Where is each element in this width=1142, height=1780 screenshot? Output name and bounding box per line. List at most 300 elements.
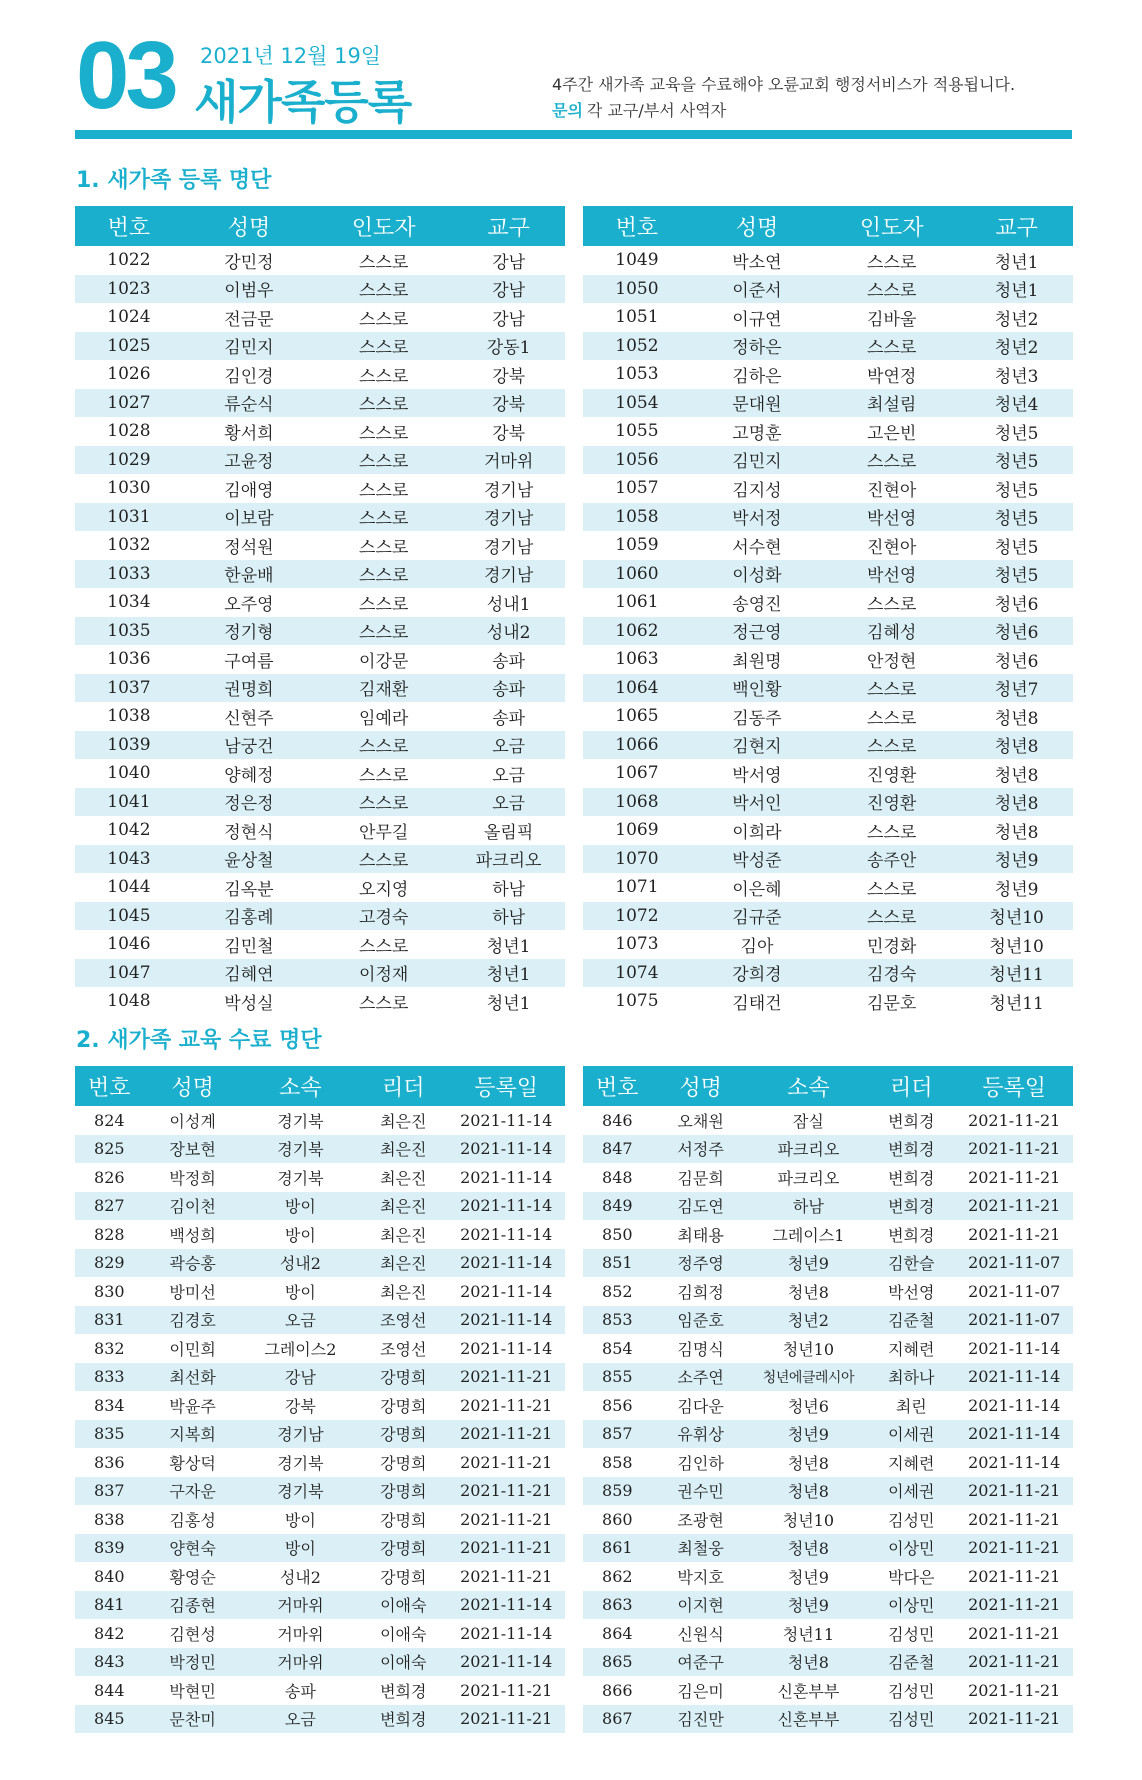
table-cell: 박서영 <box>732 765 782 786</box>
table-cell: 신원식 <box>677 1624 724 1644</box>
table-row <box>583 1477 1073 1506</box>
table-cell: 이규연 <box>732 309 782 330</box>
table-cell: 진영환 <box>867 765 917 786</box>
table-cell: 스스로 <box>867 594 917 615</box>
table-row <box>75 389 565 418</box>
table-cell: 파크리오 <box>777 1168 840 1188</box>
table-cell: 1057 <box>615 478 659 499</box>
table-cell: 2021-11-14 <box>460 1167 553 1187</box>
table-cell: 청년8 <box>960 731 1073 760</box>
table-cell: 류순식 <box>183 389 315 418</box>
table-cell: 2021-11-14 <box>968 1338 1061 1358</box>
table-cell: 청년8 <box>960 788 1073 817</box>
table-cell: 1069 <box>615 820 659 841</box>
table-cell: 2021-11-14 <box>447 1648 565 1677</box>
table-cell: 청년10 <box>989 936 1044 957</box>
inquiry-line <box>552 98 1072 124</box>
header-divider <box>75 130 1072 139</box>
table-cell: 스스로 <box>315 617 452 646</box>
table-cell: 양현숙 <box>144 1534 242 1563</box>
column-header: 리더 <box>867 1066 955 1106</box>
table-row <box>583 360 1073 389</box>
page-title: 새가족등록 <box>194 75 412 129</box>
table-cell: 855 <box>583 1363 652 1392</box>
table-row <box>75 845 565 874</box>
table-cell: 김문호 <box>867 993 917 1014</box>
table-cell: 황영순 <box>169 1567 216 1587</box>
table-cell: 김현성 <box>169 1624 216 1644</box>
table-cell: 변희경 <box>888 1168 935 1188</box>
table-row <box>75 446 565 475</box>
table-cell: 2021-11-21 <box>460 1566 553 1586</box>
table-header-row <box>583 1066 1073 1106</box>
table-cell: 849 <box>583 1192 652 1221</box>
table-row <box>75 1591 565 1620</box>
table-cell: 한윤배 <box>183 560 315 589</box>
table-cell: 조영선 <box>380 1339 427 1359</box>
table-cell: 거마위 <box>242 1648 360 1677</box>
table-cell: 스스로 <box>359 993 409 1014</box>
column-header: 등록일 <box>447 1066 565 1106</box>
table-cell: 844 <box>94 1680 125 1700</box>
table-cell: 민경화 <box>867 936 917 957</box>
table-cell: 842 <box>94 1623 125 1643</box>
table-cell: 2021-11-21 <box>460 1395 553 1415</box>
table-cell: 오금 <box>452 788 565 817</box>
table-cell: 오채원 <box>677 1111 724 1131</box>
table-row <box>583 1363 1073 1392</box>
registration-table-right <box>583 206 1073 1016</box>
table-cell: 백인황 <box>691 674 823 703</box>
table-cell: 조영선 <box>359 1306 447 1335</box>
table-cell: 최은진 <box>359 1192 447 1221</box>
completion-section-title: 2. 새가족 교육 수료 명단 <box>76 1028 322 1053</box>
table-cell: 전금문 <box>224 309 274 330</box>
table-cell: 스스로 <box>315 845 452 874</box>
table-cell: 스스로 <box>315 446 452 475</box>
table-cell: 2021-11-21 <box>955 1648 1073 1677</box>
table-row <box>75 1534 565 1563</box>
table-row <box>75 1648 565 1677</box>
table-cell: 청년8 <box>787 1453 829 1473</box>
table-cell: 김인하 <box>677 1453 724 1473</box>
table-cell: 김지성 <box>732 480 782 501</box>
table-cell: 강명희 <box>359 1363 447 1392</box>
table-cell: 1052 <box>583 332 691 361</box>
table-cell: 825 <box>75 1135 144 1164</box>
table-cell: 스스로 <box>315 503 452 532</box>
table-cell: 김현지 <box>691 731 823 760</box>
table-row <box>75 1192 565 1221</box>
table-cell: 2021-11-21 <box>955 1477 1073 1506</box>
table-row <box>583 1420 1073 1449</box>
table-cell: 1026 <box>107 364 151 385</box>
table-cell: 최철웅 <box>652 1534 750 1563</box>
table-cell: 이민희 <box>169 1339 216 1359</box>
table-cell: 강명희 <box>380 1510 427 1530</box>
table-cell: 1050 <box>583 275 691 304</box>
table-cell: 강북 <box>452 389 565 418</box>
table-cell: 848 <box>602 1167 633 1187</box>
table-row <box>75 1277 565 1306</box>
column-header: 소속 <box>242 1066 360 1106</box>
table-cell: 832 <box>94 1338 125 1358</box>
table-row <box>75 1106 565 1135</box>
table-cell: 김도연 <box>652 1192 750 1221</box>
table-cell: 강북 <box>492 423 526 444</box>
table-row <box>75 503 565 532</box>
table-cell: 2021-11-14 <box>968 1452 1061 1472</box>
table-cell: 862 <box>602 1566 633 1586</box>
table-cell: 김성민 <box>888 1681 935 1701</box>
table-cell: 2021-11-14 <box>460 1623 553 1643</box>
table-cell: 859 <box>583 1477 652 1506</box>
table-cell: 2021-11-14 <box>460 1338 553 1358</box>
table-cell: 이세권 <box>867 1420 955 1449</box>
table-cell: 강남 <box>492 309 526 330</box>
column-header: 인도자 <box>823 206 960 246</box>
table-cell: 경기남 <box>452 560 565 589</box>
table-cell: 신혼부부 <box>750 1705 868 1734</box>
table-row <box>583 1505 1073 1534</box>
table-cell: 박정민 <box>144 1648 242 1677</box>
section-number: 03 <box>76 22 175 129</box>
table-cell: 831 <box>75 1306 144 1335</box>
table-cell: 김애영 <box>224 480 274 501</box>
table-cell: 남궁건 <box>183 731 315 760</box>
table-cell: 2021-11-14 <box>955 1363 1073 1392</box>
table-cell: 박소연 <box>732 252 782 273</box>
table-cell: 1063 <box>615 649 659 670</box>
table-cell: 김한슬 <box>867 1249 955 1278</box>
table-row <box>75 1135 565 1164</box>
table-cell: 1029 <box>75 446 183 475</box>
table-cell: 소주연 <box>652 1363 750 1392</box>
table-cell: 정현식 <box>224 822 274 843</box>
table-cell: 성내2 <box>242 1249 360 1278</box>
table-row <box>75 873 565 902</box>
table-cell: 박연정 <box>867 366 917 387</box>
table-cell: 강명희 <box>380 1453 427 1473</box>
table-cell: 김아 <box>740 936 774 957</box>
table-cell: 최은진 <box>359 1249 447 1278</box>
table-cell: 이세권 <box>867 1477 955 1506</box>
table-row <box>583 731 1073 760</box>
table-cell: 2021-11-21 <box>447 1363 565 1392</box>
table-row <box>583 1448 1073 1477</box>
table-cell: 청년8 <box>750 1648 868 1677</box>
table-cell: 송주안 <box>823 845 960 874</box>
table-cell: 이상민 <box>867 1534 955 1563</box>
table-cell: 정주영 <box>652 1249 750 1278</box>
table-row <box>583 1676 1073 1705</box>
table-cell: 정하은 <box>691 332 823 361</box>
table-cell: 송파 <box>492 651 526 672</box>
table-cell: 2021-11-14 <box>968 1395 1061 1415</box>
table-row <box>583 303 1073 332</box>
table-cell: 고은빈 <box>867 423 917 444</box>
table-cell: 김명식 <box>677 1339 724 1359</box>
table-row <box>583 987 1073 1016</box>
table-cell: 이성계 <box>169 1111 216 1131</box>
table-cell: 스스로 <box>315 332 452 361</box>
table-cell: 857 <box>583 1420 652 1449</box>
table-cell: 청년5 <box>960 446 1073 475</box>
table-cell: 김바울 <box>867 309 917 330</box>
table-cell: 스스로 <box>823 902 960 931</box>
table-cell: 스스로 <box>359 480 409 501</box>
table-row <box>583 1277 1073 1306</box>
table-cell: 1068 <box>583 788 691 817</box>
table-cell: 이애숙 <box>359 1648 447 1677</box>
table-cell: 청년3 <box>994 366 1039 387</box>
table-cell: 1053 <box>615 364 659 385</box>
table-row <box>75 1220 565 1249</box>
table-cell: 852 <box>602 1281 633 1301</box>
table-cell: 스스로 <box>823 731 960 760</box>
table-cell: 861 <box>583 1534 652 1563</box>
table-cell: 스스로 <box>315 560 452 589</box>
table-cell: 최원명 <box>732 651 782 672</box>
table-cell: 조광현 <box>677 1510 724 1530</box>
table-cell: 김이천 <box>144 1192 242 1221</box>
table-cell: 청년1 <box>452 959 565 988</box>
table-cell: 정근영 <box>691 617 823 646</box>
table-row <box>583 332 1073 361</box>
table-cell: 최은진 <box>380 1225 427 1245</box>
table-cell: 이지현 <box>652 1591 750 1620</box>
table-cell: 이강문 <box>359 651 409 672</box>
table-cell: 837 <box>75 1477 144 1506</box>
table-cell: 청년2 <box>960 332 1073 361</box>
table-row <box>583 702 1073 731</box>
table-cell: 경기남 <box>484 537 534 558</box>
table-cell: 청년10 <box>782 1339 835 1359</box>
table-cell: 1033 <box>75 560 183 589</box>
table-cell: 스스로 <box>867 822 917 843</box>
table-row <box>583 1106 1073 1135</box>
table-cell: 이보람 <box>183 503 315 532</box>
table-cell: 그레이스1 <box>772 1225 845 1245</box>
table-cell: 1059 <box>615 535 659 556</box>
column-header: 번호 <box>583 1066 652 1106</box>
column-header: 성명 <box>652 1066 750 1106</box>
table-cell: 김은미 <box>677 1681 724 1701</box>
table-row <box>583 531 1073 560</box>
table-cell: 청년8 <box>787 1282 829 1302</box>
table-row <box>75 617 565 646</box>
table-row <box>583 645 1073 674</box>
table-cell: 방이 <box>242 1192 360 1221</box>
table-row <box>583 788 1073 817</box>
table-cell: 강동1 <box>452 332 565 361</box>
table-cell: 지혜련 <box>888 1453 935 1473</box>
table-cell: 1023 <box>75 275 183 304</box>
table-cell: 강명희 <box>359 1534 447 1563</box>
table-cell: 1044 <box>107 877 151 898</box>
table-cell: 방이 <box>284 1225 316 1245</box>
table-cell: 2021-11-14 <box>955 1420 1073 1449</box>
table-cell: 청년4 <box>960 389 1073 418</box>
table-cell: 청년2 <box>994 309 1039 330</box>
table-cell: 신혼부부 <box>777 1681 840 1701</box>
table-cell: 박지호 <box>677 1567 724 1587</box>
table-row <box>75 417 565 446</box>
table-cell: 김민지 <box>691 446 823 475</box>
table-cell: 최은진 <box>380 1282 427 1302</box>
table-cell: 김경호 <box>144 1306 242 1335</box>
table-cell: 최태용 <box>677 1225 724 1245</box>
table-row <box>75 1705 565 1734</box>
table-row <box>75 674 565 703</box>
table-row <box>583 1705 1073 1734</box>
table-cell: 청년8 <box>750 1477 868 1506</box>
table-cell: 2021-11-14 <box>447 1591 565 1620</box>
table-cell: 856 <box>602 1395 633 1415</box>
registration-table-left <box>75 206 565 1016</box>
table-cell: 양혜정 <box>224 765 274 786</box>
table-cell: 1048 <box>107 991 151 1012</box>
table-cell: 거마위 <box>242 1591 360 1620</box>
table-cell: 강남 <box>242 1363 360 1392</box>
table-cell: 1065 <box>615 706 659 727</box>
table-cell: 최설림 <box>823 389 960 418</box>
table-cell: 경기북 <box>277 1453 324 1473</box>
table-cell: 문대원 <box>691 389 823 418</box>
table-cell: 2021-11-21 <box>447 1534 565 1563</box>
table-cell: 최선화 <box>144 1363 242 1392</box>
table-cell: 진현아 <box>867 537 917 558</box>
column-header: 성명 <box>691 206 823 246</box>
table-cell: 이애숙 <box>380 1624 427 1644</box>
table-cell: 청년11 <box>782 1624 835 1644</box>
table-cell: 김문희 <box>677 1168 724 1188</box>
table-cell: 청년6 <box>994 594 1039 615</box>
completion-table-left <box>75 1066 565 1733</box>
table-cell: 최은진 <box>380 1168 427 1188</box>
table-cell: 1072 <box>583 902 691 931</box>
table-cell: 1035 <box>75 617 183 646</box>
table-cell: 853 <box>583 1306 652 1335</box>
table-header-row <box>75 1066 565 1106</box>
table-cell: 청년6 <box>787 1396 829 1416</box>
table-cell: 박선영 <box>823 560 960 589</box>
table-cell: 지복희 <box>144 1420 242 1449</box>
table-cell: 스스로 <box>823 446 960 475</box>
table-cell: 2021-11-14 <box>460 1224 553 1244</box>
table-cell: 1041 <box>75 788 183 817</box>
table-row <box>75 1249 565 1278</box>
table-cell: 김진만 <box>652 1705 750 1734</box>
table-row <box>583 1334 1073 1363</box>
table-cell: 1046 <box>107 934 151 955</box>
table-row <box>583 674 1073 703</box>
table-row <box>583 1648 1073 1677</box>
table-cell: 최은진 <box>380 1111 427 1131</box>
table-row <box>75 332 565 361</box>
table-cell: 1025 <box>75 332 183 361</box>
table-cell: 변희경 <box>867 1135 955 1164</box>
table-cell: 청년8 <box>750 1534 868 1563</box>
table-row <box>75 959 565 988</box>
table-cell: 1040 <box>107 763 151 784</box>
table-row <box>75 788 565 817</box>
table-row <box>583 959 1073 988</box>
table-cell: 청년5 <box>960 503 1073 532</box>
table-row <box>75 531 565 560</box>
table-cell: 최하나 <box>867 1363 955 1392</box>
table-cell: 2021-11-21 <box>460 1680 553 1700</box>
table-cell: 1058 <box>583 503 691 532</box>
table-cell: 스스로 <box>823 332 960 361</box>
table-cell: 866 <box>602 1680 633 1700</box>
table-cell: 박서인 <box>691 788 823 817</box>
table-cell: 정기형 <box>183 617 315 646</box>
table-row <box>583 1192 1073 1221</box>
registration-section-title: 1. 새가족 등록 명단 <box>76 168 272 193</box>
table-row <box>583 1135 1073 1164</box>
table-cell: 하남 <box>452 902 565 931</box>
notice-text: 4주간 새가족 교육을 수료해야 오륜교회 행정서비스가 적용됩니다. <box>552 75 1016 94</box>
column-header: 번호 <box>583 206 691 246</box>
table-cell: 청년1 <box>486 993 531 1014</box>
table-cell: 김혜성 <box>823 617 960 646</box>
table-cell: 1031 <box>75 503 183 532</box>
table-cell: 김규준 <box>691 902 823 931</box>
table-cell: 청년1 <box>960 275 1073 304</box>
table-cell: 오금 <box>492 765 526 786</box>
table-row <box>75 275 565 304</box>
column-header: 교구 <box>452 206 565 246</box>
table-cell: 864 <box>602 1623 633 1643</box>
table-cell: 2021-11-21 <box>460 1509 553 1529</box>
table-row <box>75 1391 565 1420</box>
table-cell: 청년8 <box>994 765 1039 786</box>
table-cell: 2021-11-21 <box>968 1623 1061 1643</box>
table-row <box>75 1562 565 1591</box>
table-row <box>75 930 565 959</box>
table-cell: 오주영 <box>224 594 274 615</box>
table-row <box>583 503 1073 532</box>
table-cell: 청년1 <box>486 936 531 957</box>
table-cell: 지혜련 <box>888 1339 935 1359</box>
table-cell: 오금 <box>242 1705 360 1734</box>
table-cell: 오금 <box>242 1306 360 1335</box>
table-row <box>583 560 1073 589</box>
table-cell: 안정현 <box>867 651 917 672</box>
table-cell: 김준철 <box>867 1306 955 1335</box>
table-cell: 830 <box>94 1281 125 1301</box>
table-cell: 청년6 <box>994 651 1039 672</box>
table-cell: 문찬미 <box>144 1705 242 1734</box>
table-cell: 2021-11-14 <box>447 1249 565 1278</box>
table-row <box>583 1562 1073 1591</box>
table-cell: 1049 <box>615 250 659 271</box>
table-cell: 2021-11-21 <box>447 1420 565 1449</box>
table-row <box>583 759 1073 788</box>
table-cell: 박현민 <box>169 1681 216 1701</box>
column-header: 교구 <box>960 206 1073 246</box>
column-header: 성명 <box>144 1066 242 1106</box>
table-cell: 방이 <box>284 1510 316 1530</box>
table-row <box>75 474 565 503</box>
table-cell: 834 <box>94 1395 125 1415</box>
table-cell: 이애숙 <box>359 1591 447 1620</box>
table-cell: 826 <box>94 1167 125 1187</box>
column-header: 리더 <box>359 1066 447 1106</box>
table-cell: 서수현 <box>732 537 782 558</box>
table-row <box>75 560 565 589</box>
